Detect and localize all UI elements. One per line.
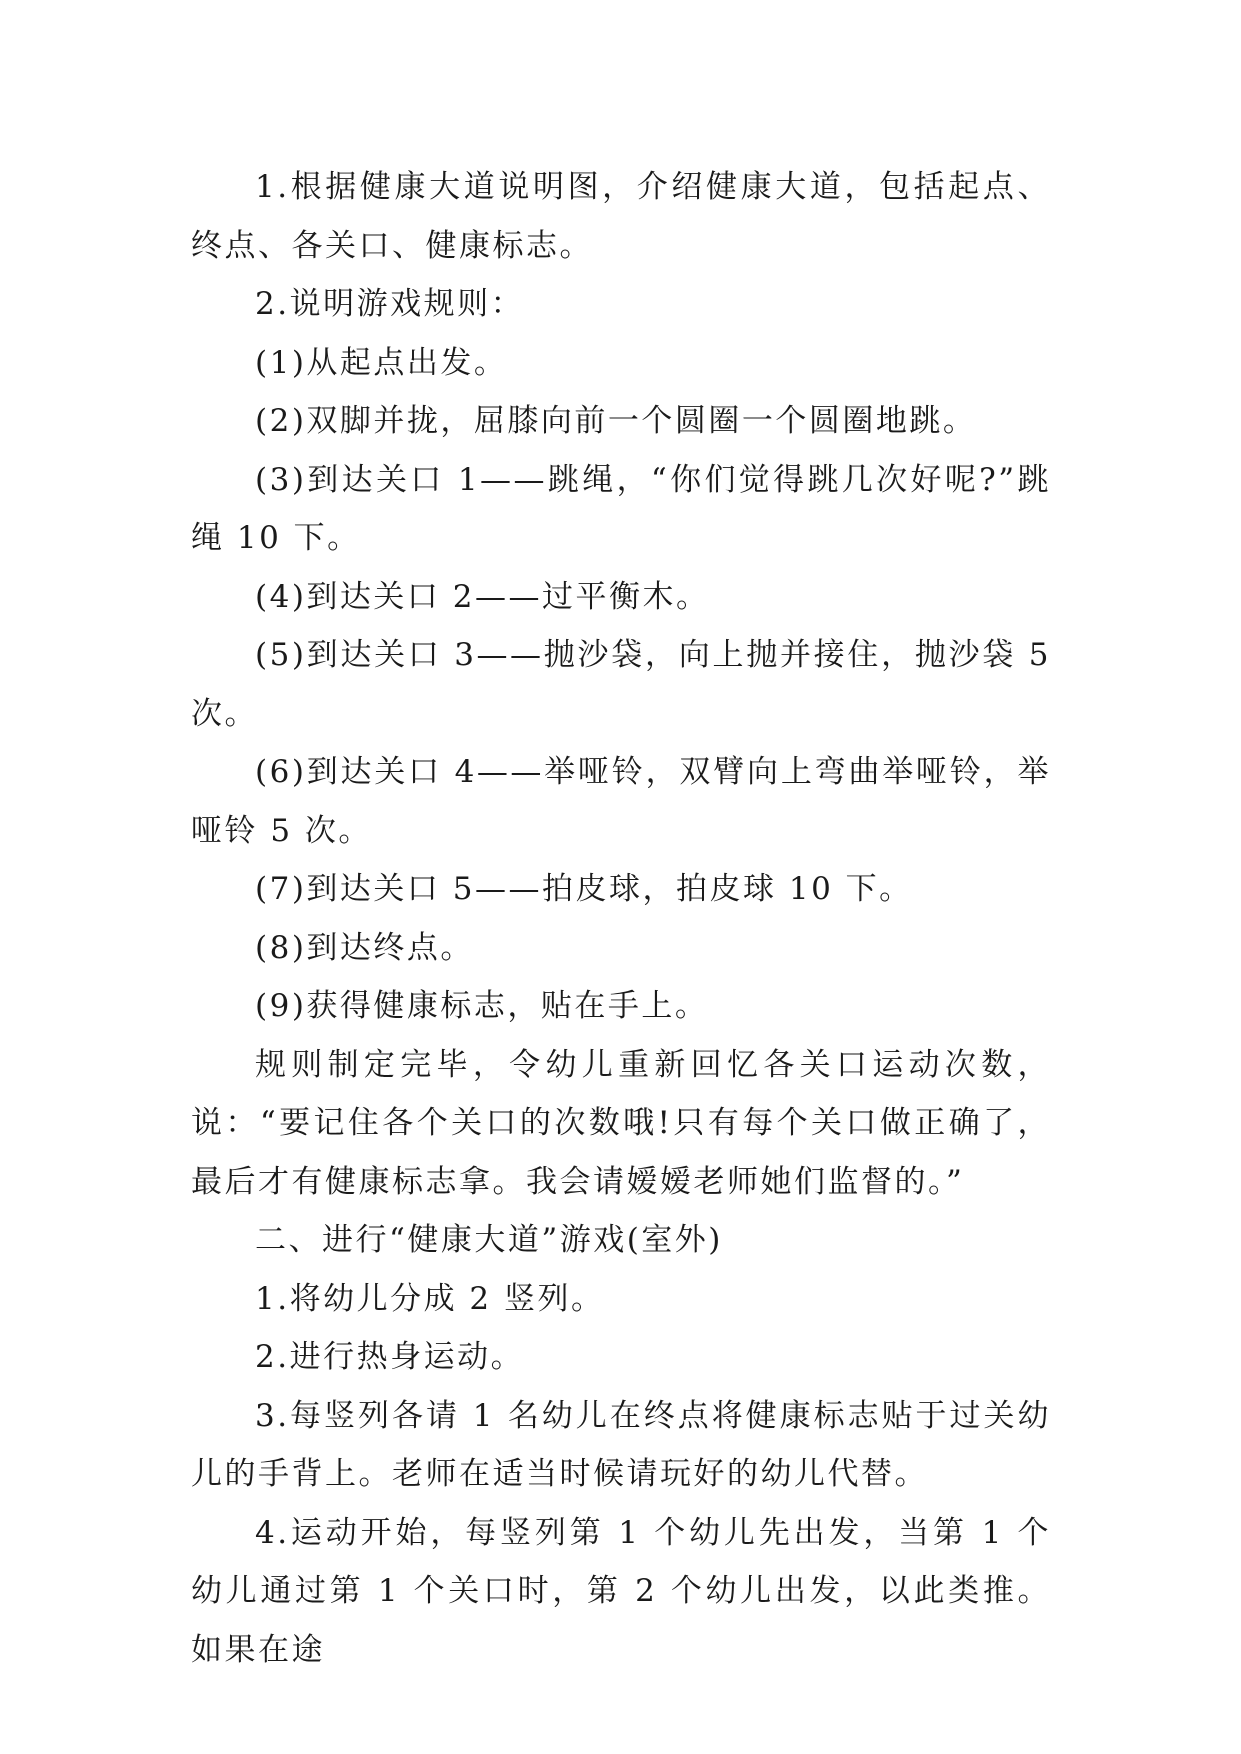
paragraph-step-3: 3.每竖列各请 1 名幼儿在终点将健康标志贴于过关幼儿的手背上。老师在适当时候请玩好的幼儿代替。 bbox=[191, 1397, 1051, 1492]
paragraph-rule-1: (1)从起点出发。 bbox=[255, 344, 508, 381]
paragraph-step-4: 4.运动开始，每竖列第 1 个幼儿先出发，当第 1 个幼儿通过第 1 个关口时，第 2 个幼儿出发，以此类推。如果在途 bbox=[191, 1514, 1051, 1668]
paragraph-rule-2: (2)双脚并拢，屈膝向前一个圆圈一个圆圈地跳。 bbox=[255, 403, 977, 439]
section-heading-game: 二、进行“健康大道”游戏(室外) bbox=[255, 1222, 723, 1258]
paragraph-intro-map: 1.根据健康大道说明图，介绍健康大道，包括起点、终点、各关口、健康标志。 bbox=[191, 169, 1051, 264]
paragraph-rule-5: (5)到达关口 3——抛沙袋，向上抛并接住，抛沙袋 5 次。 bbox=[191, 637, 1051, 732]
paragraph-rule-8: (8)到达终点。 bbox=[255, 929, 474, 966]
paragraph-rule-3: (3)到达关口 1——跳绳，“你们觉得跳几次好呢?”跳绳 10 下。 bbox=[191, 461, 1051, 556]
paragraph-step-2: 2.进行热身运动。 bbox=[255, 1339, 525, 1375]
paragraph-rule-6: (6)到达关口 4——举哑铃，双臂向上弯曲举哑铃，举哑铃 5 次。 bbox=[191, 754, 1051, 849]
paragraph-rules-recap: 规则制定完毕，令幼儿重新回忆各关口运动次数，说：“要记住各个关口的次数哦!只有每个关口做正确了，最后才有健康标志拿。我会请嫒嫒老师她们监督的。” bbox=[191, 1046, 1051, 1200]
paragraph-rule-4: (4)到达关口 2——过平衡木。 bbox=[255, 578, 710, 615]
paragraph-rules-heading: 2.说明游戏规则： bbox=[255, 286, 525, 322]
paragraph-rule-9: (9)获得健康标志，贴在手上。 bbox=[255, 988, 709, 1024]
document-body bbox=[191, 158, 1051, 1679]
paragraph-rule-7: (7)到达关口 5——拍皮球，拍皮球 10 下。 bbox=[255, 871, 913, 907]
paragraph-step-1: 1.将幼儿分成 2 竖列。 bbox=[255, 1280, 605, 1317]
